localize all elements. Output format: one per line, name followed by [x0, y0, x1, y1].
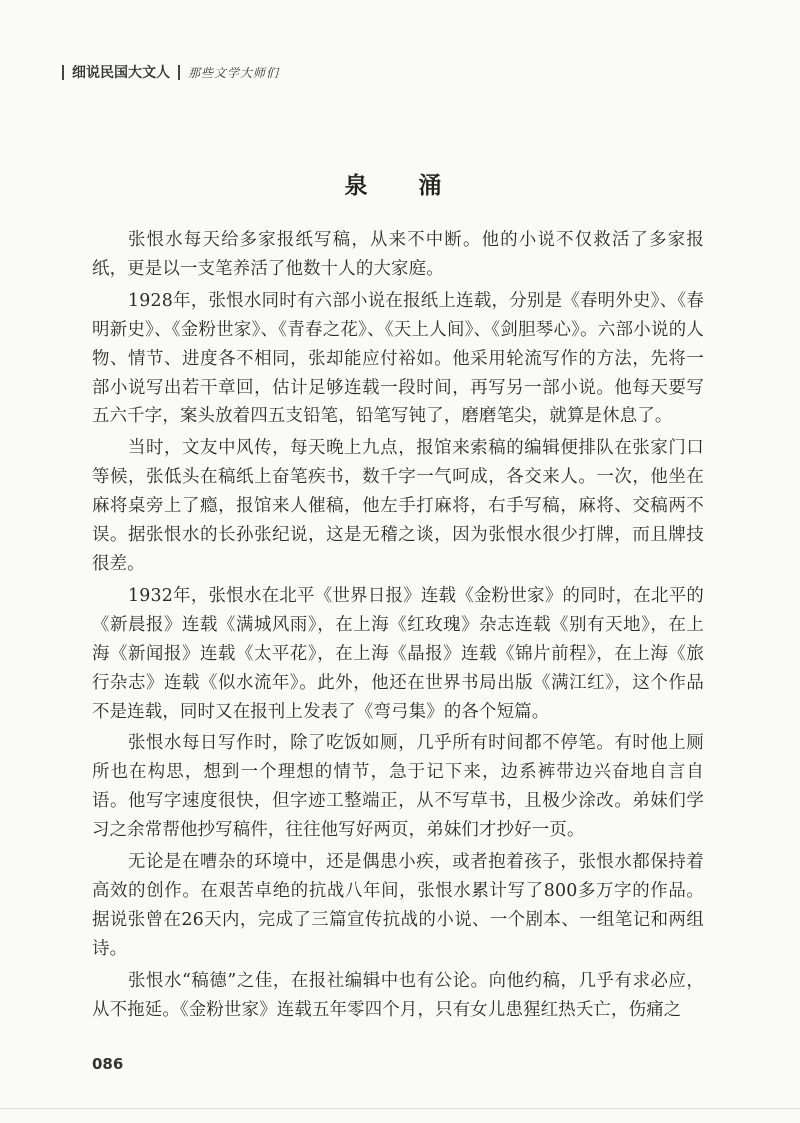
book-subtitle: 那些文学大师们 — [188, 65, 280, 80]
header-divider — [178, 65, 180, 80]
paragraph: 1928年，张恨水同时有六部小说在报纸上连载，分别是《春明外史》、《春明新史》、《金粉世家》、《青春之花》、《天上人间》、《剑胆琴心》。六部小说的人物、情节、进度各不相同，张却能应付裕如。他采用轮流写作的方法，先将一部小说写出若干章回，估计足够连载一段时间，再写另一部小说。他每天要写五六千字，案头放着四五支铅笔，铅笔写钝了，磨磨笔尖，就算是休息了。 — [92, 290, 704, 427]
paragraph: 张恨水每天给多家报纸写稿，从来不中断。他的小说不仅救活了多家报纸，更是以一支笔养活了他数十人的大家庭。 — [92, 230, 704, 279]
book-title: 细说民国大文人 — [72, 65, 170, 81]
body-text — [92, 226, 704, 1024]
page-edge-rule — [0, 1108, 800, 1109]
header-divider — [62, 65, 64, 80]
paragraph: 1932年，张恨水在北平《世界日报》连载《金粉世家》的同时，在北平的《新晨报》连载《满城风雨》，在上海《红玫瑰》杂志连载《别有天地》，在上海《新闻报》连载《太平花》，在上海《晶报》连载《锦片前程》，在上海《旅行杂志》连载《似水流年》。此外，他还在世界书局出版《满江红》，这个作品不是连载，同时又在报刊上发表了《弯弓集》的各个短篇。 — [92, 585, 704, 722]
paragraph: 无论是在嘈杂的环境中，还是偶患小疾，或者抱着孩子，张恨水都保持着高效的创作。在艰苦卓绝的抗战八年间，张恨水累计写了800多万字的作品。据说张曾在26天内，完成了三篇宣传抗战的小说、一个剧本、一组笔记和两组诗。 — [92, 852, 704, 959]
page-number: 086 — [92, 1055, 124, 1073]
chapter-title: 泉 涌 — [344, 172, 456, 199]
paragraph: 张恨水每日写作时，除了吃饭如厕，几乎所有时间都不停笔。有时他上厕所也在构思，想到一个理想的情节，急于记下来，边系裤带边兴奋地自言自语。他写字速度很快，但字迹工整端正，从不写草书，且极少涂改。弟妹们学习之余常帮他抄写稿件，往往他写好两页，弟妹们才抄好一页。 — [92, 733, 704, 841]
paragraph: 当时，文友中风传，每天晚上九点，报馆来索稿的编辑便排队在张家门口等候，张低头在稿纸上奋笔疾书，数千字一气呵成，各交来人。一次，他坐在麻将桌旁上了瘾，报馆来人催稿，他左手打麻将，右手写稿，麻将、交稿两不误。据张恨水的长孙张纪说，这是无稽之谈，因为张恨水很少打牌，而且牌技很差。 — [92, 438, 704, 574]
running-header — [62, 62, 279, 82]
paragraph: 张恨水“稿德”之佳，在报社编辑中也有公论。向他约稿，几乎有求必应，从不拖延。《金粉世家》连载五年零四个月，只有女儿患猩红热夭亡，伤痛之 — [92, 970, 704, 1020]
